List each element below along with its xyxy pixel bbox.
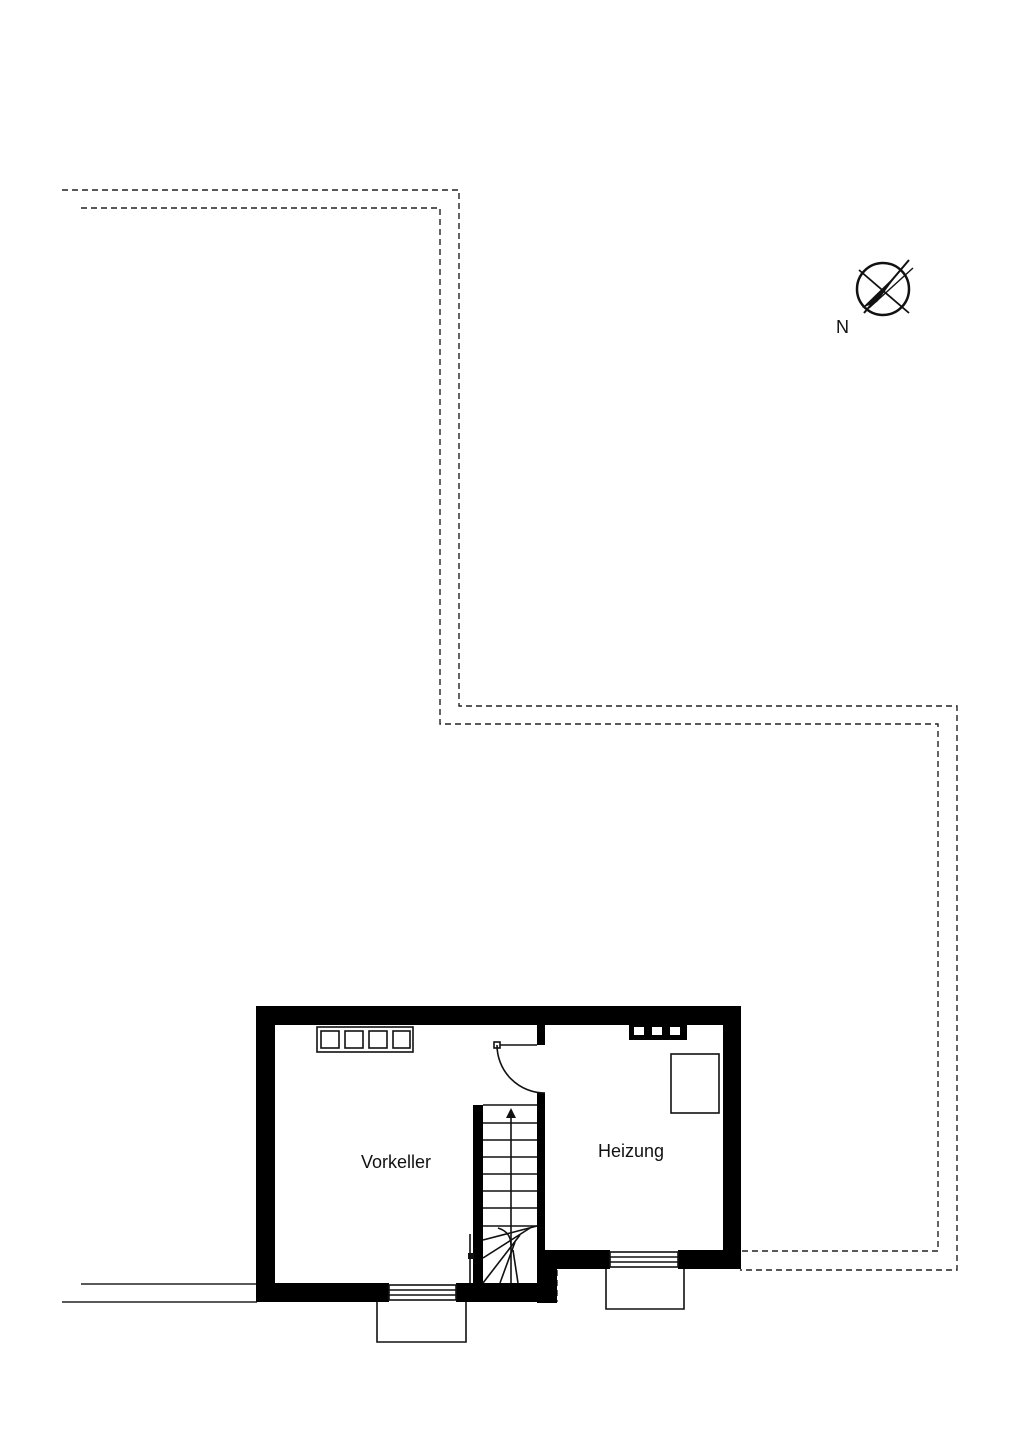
building-outline-outer	[62, 190, 957, 1302]
shelf-icon	[317, 1027, 413, 1052]
light-well-heizung	[606, 1269, 684, 1309]
window-heizung	[610, 1252, 678, 1267]
north-label: N	[836, 317, 849, 337]
window-vorkeller	[389, 1285, 456, 1300]
light-well-vorkeller	[377, 1302, 466, 1342]
stair-direction-arrow-icon	[506, 1108, 516, 1118]
door-icon	[494, 1042, 545, 1093]
heating-unit-icon	[629, 1025, 687, 1040]
north-arrow-icon	[857, 260, 913, 315]
staircase-icon	[468, 1105, 537, 1283]
boiler-tank-icon	[671, 1054, 719, 1113]
room-label-heizung: Heizung	[597, 1141, 665, 1161]
room-label-vorkeller: Vorkeller	[360, 1152, 432, 1172]
